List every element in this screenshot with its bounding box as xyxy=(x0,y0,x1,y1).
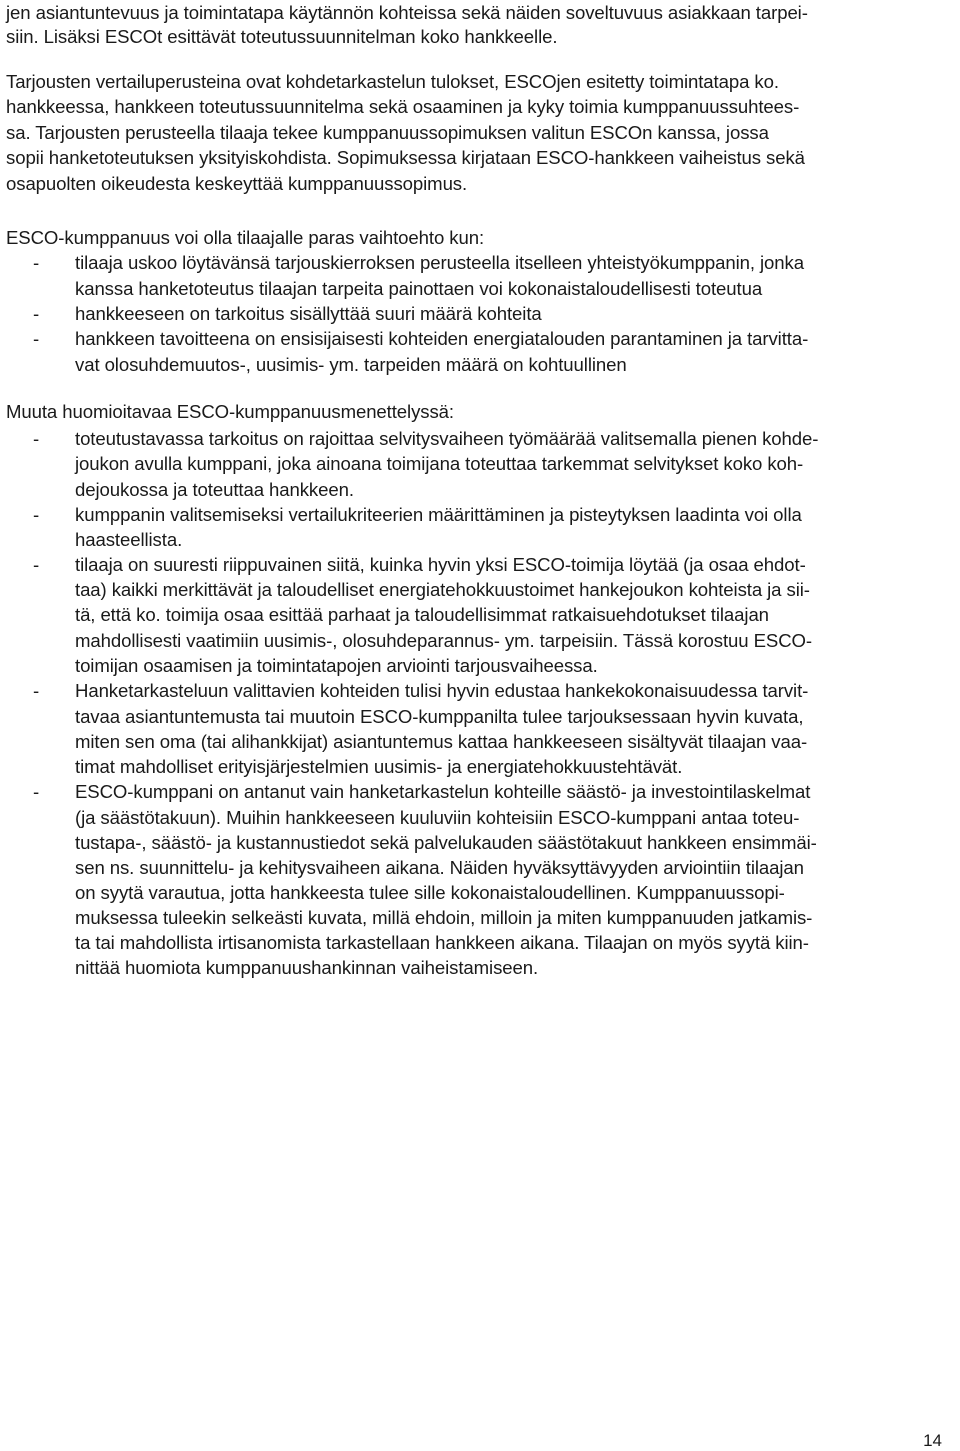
bullet-line: (ja säästötakuun). Muihin hankkeeseen kuuluviin kohteisiin ESCO-kumppani antaa toteu- xyxy=(75,807,800,828)
bullet-line: sen ns. suunnittelu- ja kehitysvaiheen aikana. Näiden hyväksyttävyyden arviointiin tilaajan xyxy=(75,857,804,878)
bullet-line: mahdollisesti vaatimiin uusimis-, olosuhdeparannus- ym. tarpeisiin. Tässä korostuu ESCO- xyxy=(75,630,812,651)
bullet-line: kanssa hanketoteutus tilaajan tarpeita painottaen voi kokonaistaloudellisesti toteutua xyxy=(75,278,763,299)
bullet-line: hankkeeseen on tarkoitus sisällyttää suuri määrä kohteita xyxy=(75,303,542,324)
bullet-dash: - xyxy=(33,504,40,525)
paragraph-2-line: osapuolten oikeudesta keskeyttää kumppanuussopimus. xyxy=(6,173,468,194)
bullet-dash: - xyxy=(33,252,40,273)
bullet-dash: - xyxy=(33,781,40,802)
bullet-line: miten sen oma (tai alihankkijat) asiantuntemus kattaa hankkeeseen sisältyvät tilaajan vaa- xyxy=(75,731,808,752)
bullet-line: tä, että ko. toimija osaa esittää parhaat ja taloudellisimmat ratkaisuehdotukset tilaajan xyxy=(75,604,769,625)
paragraph-2-line: hankkeessa, hankkeen toteutussuunnitelma sekä osaaminen ja kyky toimia kumppanuussuhtees- xyxy=(6,96,800,117)
bullet-line: on syytä varautua, jotta hankkeesta tulee sille kokonaistaloudellinen. Kumppanuussopi- xyxy=(75,882,785,903)
bullet-line: muksessa tuleekin selkeästi kuvata, millä ehdoin, milloin ja miten kumppanuuden jatkamis- xyxy=(75,907,813,928)
bullet-line: hankkeen tavoitteena on ensisijaisesti kohteiden energiatalouden parantaminen ja tarvitta- xyxy=(75,328,809,349)
bullet-line: tilaaja on suuresti riippuvainen siitä, kuinka hyvin yksi ESCO-toimija löytää (ja osaa ehdot- xyxy=(75,554,806,575)
bullet-line: haasteellista. xyxy=(75,529,183,550)
bullet-line: timat mahdolliset erityisjärjestelmien uusimis- ja energiatehokkuustehtävät. xyxy=(75,756,683,777)
bullet-line: toimijan osaamisen ja toimintatapojen arviointi tarjousvaiheessa. xyxy=(75,655,598,676)
bullet-line: vat olosuhdemuutos-, uusimis- ym. tarpeiden määrä on kohtuullinen xyxy=(75,354,627,375)
bullet-line: taa) kaikki merkittävät ja taloudelliset energiatehokkuustoimet hankejoukon kohteista ja sii- xyxy=(75,579,810,600)
bullet-line: toteutustavassa tarkoitus on rajoittaa selvitysvaiheen työmäärää valitsemalla pienen kohde- xyxy=(75,428,819,449)
paragraph-2-line: sopii hanketoteutuksen yksityiskohdista. Sopimuksessa kirjataan ESCO-hankkeen vaiheistus sekä xyxy=(6,147,805,168)
bullet-line: joukon avulla kumppani, joka ainoana toimijana toteuttaa tarkemmat selvitykset koko koh- xyxy=(75,453,804,474)
section-1-intro: ESCO-kumppanuus voi olla tilaajalle paras vaihtoehto kun: xyxy=(6,227,485,248)
bullet-line: nittää huomiota kumppanuushankinnan vaiheistamiseen. xyxy=(75,957,539,978)
bullet-dash: - xyxy=(33,328,40,349)
bullet-line: Hanketarkasteluun valittavien kohteiden tulisi hyvin edustaa hankekokonaisuudessa tarvit- xyxy=(75,680,809,701)
bullet-line: kumppanin valitsemiseksi vertailukriteerien määrittäminen ja pisteytyksen laadinta voi olla xyxy=(75,504,802,525)
bullet-line: tustapa-, säästö- ja kustannustiedot sekä palvelukauden säästötakuut hankkeen ensimmäi- xyxy=(75,832,817,853)
bullet-line: tavaa asiantuntemusta tai muutoin ESCO-kumppanilta tulee tarjouksessaan hyvin kuvata, xyxy=(75,706,804,727)
paragraph-2-line: sa. Tarjousten perusteella tilaaja tekee kumppanuussopimuksen valitun ESCOn kanssa, jossa xyxy=(6,122,769,143)
bullet-dash: - xyxy=(33,554,40,575)
paragraph-1-line: jen asiantuntevuus ja toimintatapa käytännön kohteissa sekä näiden soveltuvuus asiakkaan tarpei- xyxy=(6,2,808,23)
paragraph-1-line: siin. Lisäksi ESCOt esittävät toteutussuunnitelman koko hankkeelle. xyxy=(6,26,558,47)
bullet-line: dejoukossa ja toteuttaa hankkeen. xyxy=(75,479,354,500)
section-2-intro: Muuta huomioitavaa ESCO-kumppanuusmenettelyssä: xyxy=(6,401,454,422)
bullet-line: ESCO-kumppani on antanut vain hanketarkastelun kohteille säästö- ja investointilaskelmat xyxy=(75,781,811,802)
bullet-line: tilaaja uskoo löytävänsä tarjouskierroksen perusteella itselleen yhteistyökumppanin, jonka xyxy=(75,252,804,273)
paragraph-2-line: Tarjousten vertailuperusteina ovat kohdetarkastelun tulokset, ESCOjen esitetty toimintatapa ko. xyxy=(6,71,779,92)
page-number: 14 xyxy=(923,1431,942,1450)
bullet-dash: - xyxy=(33,303,40,324)
bullet-dash: - xyxy=(33,428,40,449)
bullet-dash: - xyxy=(33,680,40,701)
bullet-line: ta tai mahdollista irtisanomista tarkastellaan hankkeen aikana. Tilaajan on myös syytä kiin- xyxy=(75,932,809,953)
